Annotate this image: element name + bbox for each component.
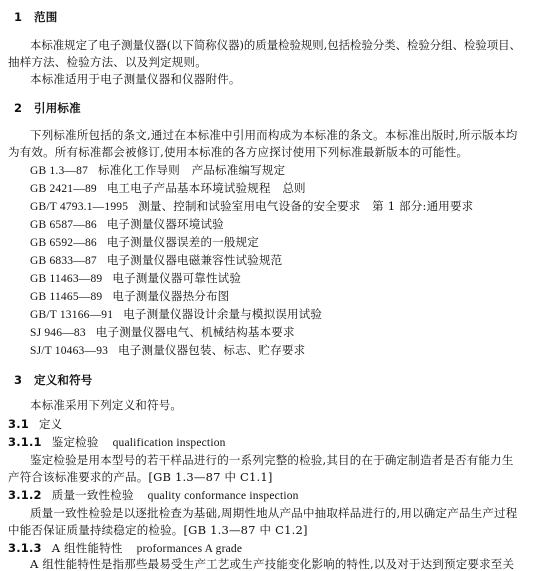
reference-title: 电工电子产品基本环境试验规程 总则 [106,181,306,195]
section-title: 定义和符号 [34,373,93,387]
reference-code: GB 6833—87 [30,255,97,267]
subsection-3-1-heading [8,417,62,431]
reference-item [30,235,259,250]
reference-code: GB 2421—89 [30,183,97,195]
paragraph-line: 质量一致性检验是以逐批检查为基础,周期性地从产品中抽取样品进行的,用以确定产品生产过程 [30,506,518,520]
reference-title: 电子测量仪器包装、标志、贮存要求 [118,343,306,357]
reference-title: 电子测量仪器环境试验 [106,217,224,231]
reference-title: 测量、控制和试验室用电气设备的安全要求 第 1 部分:通用要求 [138,199,474,213]
subsection-title: 定义 [38,417,63,431]
reference-title: 电子测量仪器电气、机械结构基本要求 [95,325,295,339]
subsection-number: 3.1.2 [8,488,42,502]
term-english: quality conformance inspection [147,490,299,502]
term-title: A 组性能特性 [51,541,123,555]
reference-code: GB 6592—86 [30,237,97,249]
reference-item [30,289,229,304]
reference-title: 电子测量仪器电磁兼容性试验规范 [106,253,283,267]
reference-item [30,271,241,286]
reference-code: GB 1.3—87 [30,165,89,177]
section-3-heading [14,373,93,387]
paragraph-line: 本标准规定了电子测量仪器(以下简称仪器)的质量检验规则,包括检验分类、检验分组、检验项目、 [30,38,521,52]
subsection-3-1-2-heading [8,488,299,503]
section-title: 引用标准 [34,101,81,115]
reference-code: GB/T 4793.1—1995 [30,201,129,213]
paragraph-line: 产符合该标准要求的产品。[GB 1.3—87 中 C1.1] [8,470,273,484]
reference-code: GB 11463—89 [30,273,103,285]
subsection-number: 3.1 [8,417,29,431]
paragraph-line: 中能否保证质量持续稳定的检验。[GB 1.3—87 中 C1.2] [8,523,308,537]
reference-title: 标准化工作导则 产品标准编写规定 [98,163,286,177]
subsection-number: 3.1.1 [8,435,42,449]
term-title: 鉴定检验 [51,435,99,449]
reference-item [30,199,473,214]
reference-title: 电子测量仪器可靠性试验 [112,271,242,285]
term-english: qualification inspection [112,437,226,449]
term-english: proformances A grade [136,543,243,555]
reference-code: SJ 946—83 [30,327,86,339]
reference-item [30,325,295,340]
reference-item [30,181,306,196]
paragraph-line: 本标准适用于电子测量仪器和仪器附件。 [30,72,241,86]
reference-title: 电子测量仪器热分布图 [112,289,230,303]
reference-item [30,307,322,322]
reference-item [30,217,224,232]
section-1-heading [14,10,57,24]
reference-title: 电子测量仪器误差的一般规定 [106,235,259,249]
section-2-heading [14,101,81,115]
section-title: 范围 [34,10,58,24]
reference-code: GB 11465—89 [30,291,103,303]
section-number: 2 [14,101,23,115]
paragraph-line: 抽样方法、检验方法、以及判定规则。 [8,55,207,69]
paragraph-line: A 组性能特性是指那些最易受生产工艺或生产技能变化影响的特性,以及对于达到预定要求至关 [30,557,515,571]
subsection-3-1-1-heading [8,435,226,450]
paragraph-line: 鉴定检验是用本型号的若干样品进行的一系列完整的检验,其目的在于确定制造者是否有能力生 [30,453,514,467]
subsection-number: 3.1.3 [8,541,42,555]
subsection-3-1-3-heading [8,541,242,556]
reference-item [30,343,305,358]
term-title: 质量一致性检验 [51,488,134,502]
paragraph-line: 下列标准所包括的条文,通过在本标准中引用而构成为本标准的条文。本标准出版时,所示版本均 [30,128,518,142]
reference-code: GB/T 13166—91 [30,309,114,321]
reference-code: GB 6587—86 [30,219,97,231]
reference-item [30,163,285,178]
reference-title: 电子测量仪器设计余量与模拟误用试验 [123,307,323,321]
paragraph-line: 本标准采用下列定义和符号。 [30,398,183,412]
section-number: 1 [14,10,23,24]
section-number: 3 [14,373,23,387]
paragraph-line: 为有效。所有标准都会被修订,使用本标准的各方应探讨使用下列标准最新版本的可能性。 [8,145,469,159]
reference-item [30,253,282,268]
reference-code: SJ/T 10463—93 [30,345,109,357]
